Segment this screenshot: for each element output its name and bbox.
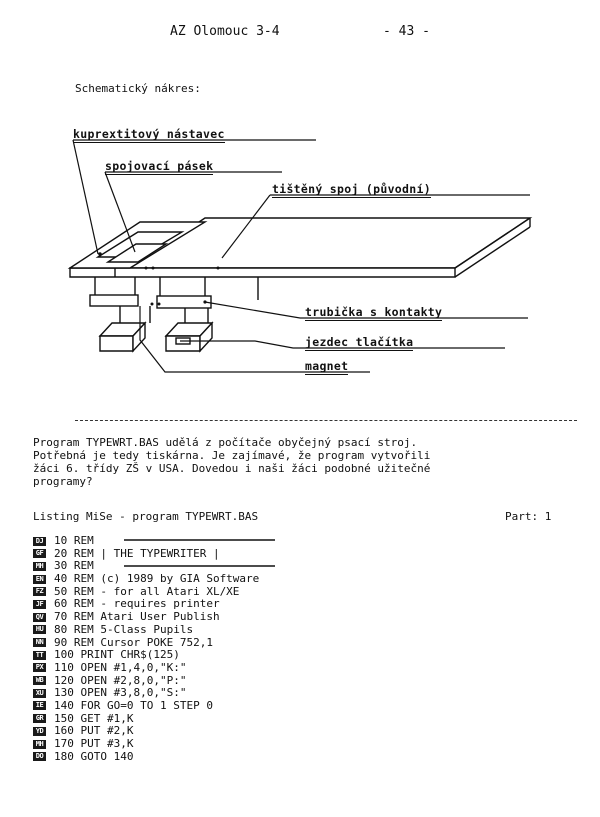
checksum-badge: MH <box>33 562 46 571</box>
label-magnet: magnet <box>305 359 349 373</box>
page-number: - 43 - <box>383 24 430 39</box>
label-jezdec: jezdec tlačítka <box>305 335 414 349</box>
code-text: 60 REM - requires printer <box>54 597 220 611</box>
code-text: 50 REM - for all Atari XL/XE <box>54 584 240 598</box>
intro-line-4: programy? <box>33 475 93 488</box>
code-text: 90 REM Cursor POKE 752,1 <box>54 635 213 649</box>
code-text: 120 OPEN #2,8,0,"P:" <box>54 673 187 687</box>
code-text: 160 PUT #2,K <box>54 724 134 738</box>
label-tisteny-spoj: tištěný spoj (původní) <box>272 182 431 196</box>
checksum-badge: EN <box>33 575 46 584</box>
label-trubicka: trubička s kontakty <box>305 305 443 319</box>
checksum-badge: QV <box>33 613 46 622</box>
checksum-badge: WB <box>33 676 46 685</box>
checksum-badge: HU <box>33 625 46 634</box>
code-text: 20 REM | THE TYPEWRITER | <box>54 546 220 560</box>
checksum-badge: PX <box>33 663 46 672</box>
checksum-badge: MH <box>33 740 46 749</box>
checksum-badge: DO <box>33 752 46 761</box>
checksum-badge: YD <box>33 727 46 736</box>
code-text: 40 REM (c) 1989 by GIA Software <box>54 572 260 586</box>
intro-line-3: žáci 6. třídy ZŠ v USA. Dovedou i naši žáci podobné užitečné <box>33 462 431 475</box>
intro-line-2: Potřebná je tedy tiskárna. Je zajímavé, že program vytvořili <box>33 449 431 462</box>
listing-title: Listing MiSe - program TYPEWRT.BAS <box>33 510 259 523</box>
code-text: 110 OPEN #1,4,0,"K:" <box>54 660 187 674</box>
code-text: 30 REM <box>54 559 94 573</box>
label-kuprextit: kuprextitový nástavec <box>73 127 225 141</box>
checksum-badge: JF <box>33 600 46 609</box>
code-text: 80 REM 5-Class Pupils <box>54 622 194 636</box>
code-text: 140 FOR GO=0 TO 1 STEP 0 <box>54 698 213 712</box>
checksum-badge: NN <box>33 638 46 647</box>
listing-part: Part: 1 <box>505 510 552 523</box>
checksum-badge: DJ <box>33 537 46 546</box>
schema-caption: Schematický nákres: <box>75 82 201 95</box>
code-text: 70 REM Atari User Publish <box>54 610 220 624</box>
page-header-left: AZ Olomouc 3-4 <box>170 24 280 39</box>
code-text: 170 PUT #3,K <box>54 737 134 750</box>
label-spojovaci-pasek: spojovací pásek <box>105 159 214 173</box>
checksum-badge: GR <box>33 714 46 723</box>
code-text: 130 OPEN #3,8,0,"S:" <box>54 686 187 700</box>
code-text: 150 GET #1,K <box>54 711 134 725</box>
checksum-badge: IE <box>33 701 46 710</box>
code-text: 100 PRINT CHR$(125) <box>54 648 180 662</box>
checksum-badge: FZ <box>33 587 46 596</box>
intro-line-1: Program TYPEWRT.BAS udělá z počítače obyčejný psací stroj. <box>33 436 418 449</box>
code-text: 10 REM <box>54 534 94 547</box>
checksum-badge: XU <box>33 689 46 698</box>
code-text: 180 GOTO 140 <box>54 749 134 763</box>
checksum-badge: GF <box>33 549 46 558</box>
checksum-badge: TT <box>33 651 46 660</box>
